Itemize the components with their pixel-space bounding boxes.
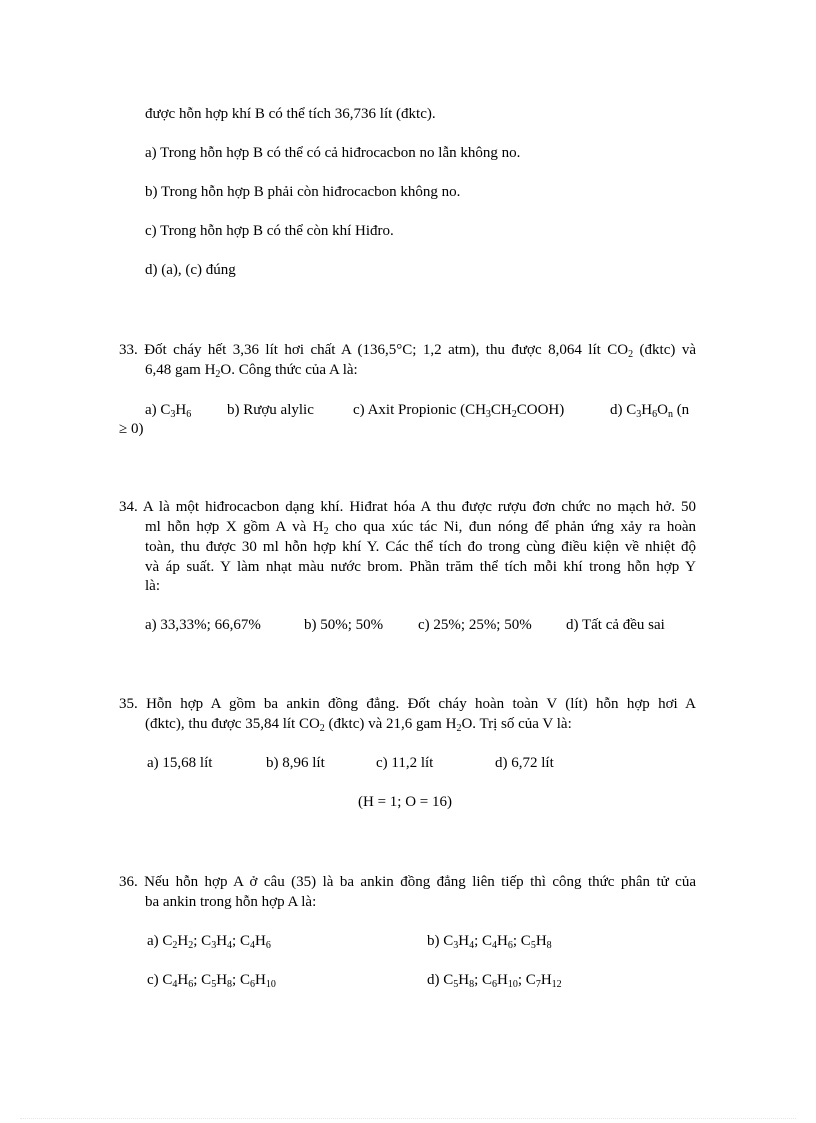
q36-option-a: a) $C_2H_2$; $C_3H_4$; $C_4H_6$ xyxy=(147,933,271,951)
q33-option-b: b) Rượu alylic xyxy=(227,402,314,418)
q32-option-b: b) Trong hỗn hợp B phải còn hiđrocacbon không no. xyxy=(145,184,461,200)
q35-line-2: (đktc), thu được 35,84 lít $CO_2$ (đktc) và 21,6 gam $H_2O$. Trị số của V là: xyxy=(145,716,572,734)
q32-continuation: được hỗn hợp khí B có thể tích 36,736 lít (đktc). xyxy=(145,106,436,122)
page-bottom-divider xyxy=(20,1118,796,1119)
q36-line-2: ba ankin trong hỗn hợp A là: xyxy=(145,894,317,910)
q36-line-1: 36. Nếu hỗn hợp A ở câu (35) là ba ankin đồng đẳng liên tiếp thì công thức phân tử của xyxy=(119,874,696,890)
q34-line-1: 34. A là một hiđrocacbon dạng khí. Hiđrat hóa A thu được rượu đơn chức no mạch hở. 50 xyxy=(119,499,696,515)
q36-option-c: c) $C_4H_6$; $C_5H_8$; $C_6H_{10}$ xyxy=(147,972,276,990)
q34-line-5: là: xyxy=(145,578,160,594)
q33-option-a: a) $C_3H_6$ xyxy=(145,402,192,420)
q36-option-b: b) $C_3H_4$; $C_4H_6$; $C_5H_8$ xyxy=(427,933,552,951)
q32-option-d: d) (a), (c) đúng xyxy=(145,262,236,278)
q34-option-a: a) 33,33%; 66,67% xyxy=(145,617,261,633)
q34-option-d: d) Tất cả đều sai xyxy=(566,617,665,633)
q35-option-b: b) 8,96 lít xyxy=(266,755,325,771)
q35-option-a: a) 15,68 lít xyxy=(147,755,213,771)
q33-option-d-cont: ≥ 0) xyxy=(119,421,144,437)
q34-option-b: b) 50%; 50% xyxy=(304,617,384,633)
q35-option-c: c) 11,2 lít xyxy=(376,755,434,771)
q34-line-3: toàn, thu được 30 ml hỗn hợp khí Y. Các thể tích đo trong cùng điều kiện về nhiệt độ xyxy=(145,539,696,555)
q35-option-d: d) 6,72 lít xyxy=(495,755,554,771)
q36-option-d: d) $C_5H_8$; $C_6H_{10}$; $C_7H_{12}$ xyxy=(427,972,562,990)
q35-line-1: 35. Hỗn hợp A gồm ba ankin đồng đẳng. Đốt cháy hoàn toàn V (lít) hỗn hợp hơi A xyxy=(119,696,696,712)
q33-option-d: d) $C_3H_6O_n$ (n xyxy=(610,402,690,420)
q35-note: (H = 1; O = 16) xyxy=(358,794,452,810)
q33-line-2: 6,48 gam $H_2O$. Công thức của A là: xyxy=(145,362,358,380)
q34-line-4: và áp suất. Y làm nhạt màu nước brom. Phần trăm thể tích mỗi khí trong hỗn hợp Y xyxy=(145,559,696,575)
q32-option-a: a) Trong hỗn hợp B có thể có cả hiđrocacbon no lẫn không no. xyxy=(145,145,521,161)
q32-option-c: c) Trong hỗn hợp B có thể còn khí Hiđro. xyxy=(145,223,394,239)
q34-option-c: c) 25%; 25%; 50% xyxy=(418,617,532,633)
q33-line-1: 33. Đốt cháy hết 3,36 lít hơi chất A (136,5°C; 1,2 atm), thu được 8,064 lít $CO_2$ (đktc) và xyxy=(119,342,696,360)
q34-line-2: ml hỗn hợp X gồm A và $H_2$ cho qua xúc tác Ni, đun nóng để phản ứng xảy ra hoàn xyxy=(145,519,696,537)
q33-option-c: c) Axit Propionic $(CH_3CH_2COOH)$ xyxy=(353,402,565,420)
